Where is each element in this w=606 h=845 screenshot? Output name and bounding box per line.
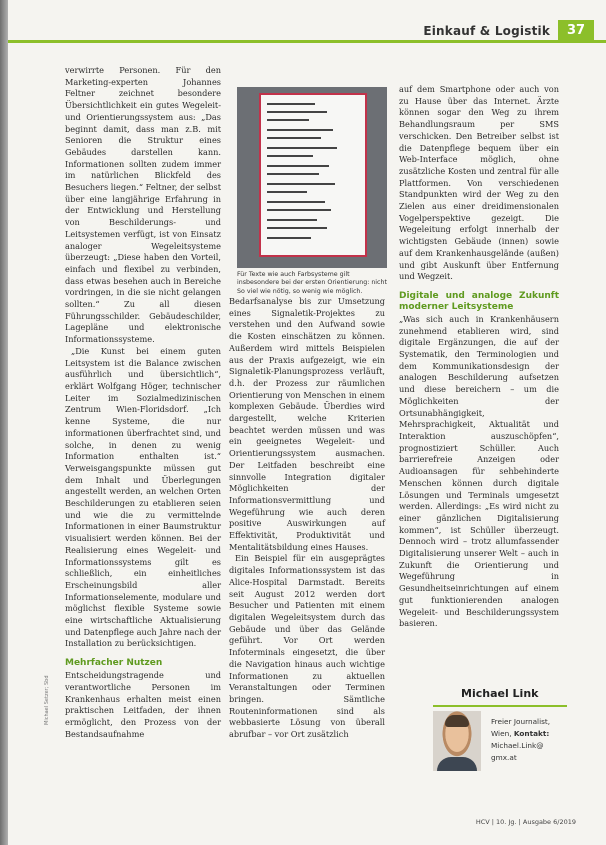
author-name: Michael Link bbox=[461, 687, 539, 700]
page-number: 37 bbox=[558, 20, 594, 42]
author-bio-line: Wien, bbox=[491, 729, 514, 738]
contact-label: Kontakt: bbox=[513, 729, 550, 738]
author-email[interactable]: Michael.Link@ bbox=[491, 741, 544, 750]
photo-credit: Michael Setzer; Sbd bbox=[44, 675, 50, 725]
article-column-3 bbox=[399, 84, 559, 630]
author-bio-line: Freier Journalist, bbox=[491, 717, 551, 726]
paragraph: Entscheidungstragende und verantwortliche Personen im Krankenhaus erhalten meist einen praktischen Leitfaden, der ihnen ermöglicht, den Prozess von der Bestandsaufnahme bbox=[65, 670, 221, 739]
section-title: Einkauf & Logistik bbox=[423, 24, 550, 38]
author-rule bbox=[433, 705, 567, 707]
page-footer: HCV | 10. Jg. | Ausgabe 6/2019 bbox=[475, 818, 576, 826]
paragraph: „Was sich auch in Krankenhäusern zunehmend etablieren wird, sind digitale Ergänzungen, die auf der Systematik, den Terminologien und dem Kommunikationsdesign der analogen Beschilderung aufsetzen und diese bereichern – um die Möglichkeiten der Ortsunabhängigkeit, Mehrsprachigkeit, Aktualität und Interaktion auszuschöpfen“, prognostiziert Schüller. Auch barrierefreie Anzeigen oder Audioansagen für sehbehinderte Menschen können durch digitale Lösungen und Terminals umgesetzt werden. Allerdings: „Es wird nicht zu einer gänzlichen Digitalisierung kommen“, ist Schüller überzeugt. Dennoch wird – trotz allumfassender Digitalisierung unserer Welt – auch in Zukunft die Orientierung und Wegeführung in Gesundheitseinrichtungen auf einem gut funktionierenden analogen Wegeleit- und Beschilderungssystem basieren. bbox=[399, 313, 559, 629]
subheading: Mehrfacher Nutzen bbox=[65, 658, 163, 669]
paragraph: auf dem Smartphone oder auch von zu Hause über das Internet. Ärzte können sogar den Weg zu ihrem Behandlungsraum per SMS verschicken. Den Betreiber selbst ist die Datenpflege bequem über ein Web-Interface möglich, ohne zusätzliche Kosten und zentral für alle Plattformen. Von verschiedenen Standpunkten wird der Weg zu den Zielen aus einer dreidimensionalen Vogelperspektive gezeigt. Die Wegeleitung erfolgt innerhalb der wichtigsten Gebäude (innen) sowie auf dem Krankenhausgelände (außen) und gibt Auskunft über Entfernung und Wegzeit. bbox=[399, 84, 559, 282]
article-column-1 bbox=[65, 65, 221, 740]
paragraph: „Die Kunst bei einem guten Leitsystem ist die Balance zwischen ausführlich und übersichtlich“, erklärt Wolfgang Höger, technischer Leiter im Sozialmedizinischen Zentrum Wien-Floridsdorf. „Ich kenne Systeme, die nur informationen überfrachtet sind, und solche, in denen zu wenig Information enthalten ist.“ Verweisgangspunkte müssen gut dem Inhalt und Überlegungen angestellt werden, an welchen Orten Beschilderungen zu etablieren seien und wie die zu vermittelnde Informationen in einer Baumstruktur visualisiert werden können. Bei der Realisierung eines Wegeleit- und Informationssystems gilt es schließlich, ein einheitliches Erscheinungsbild aller Informationselemente, modulare und möglichst flexible Systeme sowie eine wirtschaftliche Aktualisierung und Datenpflege auch Jahre nach der Installation zu berücksichtigen. bbox=[65, 345, 221, 649]
paragraph: verwirrte Personen. Für den Marketing-experten Johannes Feltner zeichnet besondere Übersichtlichkeit ein gutes Wegeleit- und Orientierungssystem aus: „Das beginnt damit, dass man z.B. mit Senioren die Struktur eines Gebäudes darstellen kann. Informationen sollten zudem immer im natürlichen Blickfeld des Besuchers liegen.“ Feltner, der selbst über eine langjährige Erfahrung in der Entwicklung und Herstellung von Beschilderungs- und Leitsystemen verfügt, ist von Einsatz analoger Wegeleitsysteme überzeugt: „Diese haben den Vorteil, einfach und flexibel zu verbinden, dass etwas besehen auch in Bereiche vordringen, in die sie nicht gelangen sollten.“ Zu all diesen Führungsschilder. Gebäudeschilder, Lagepläne und elektronische Informationssysteme. bbox=[65, 65, 221, 345]
article-column-2 bbox=[229, 296, 385, 741]
subheading: Digitale und analoge Zukunft moderner Leitsysteme bbox=[399, 290, 559, 312]
magazine-page bbox=[8, 0, 606, 845]
signage-photo bbox=[237, 87, 387, 268]
paragraph: Bedarfsanalyse bis zur Umsetzung eines Signaletik-Projektes zu verstehen und den Aufwand sowie die Kosten einschätzen zu können. Außerdem wird mittels Beispielen aus der Praxis aufgezeigt, wie ein Signaletik-Planungsprozess verläuft, d.h. der Prozess zur räumlichen Orientierung von Menschen in einem komplexen Gebäude. Überdies wird dargestellt, welche Kriterien beachtet werden müssen und was ein geeignetes Wegeleit- und Orientierungssystem ausmachen. Der Leitfaden beschreibt eine sinnvolle Integration digitaler Möglichkeiten der Informationsvermittlung und Wegeführung wie auch deren positive Auswirkungen auf Effektivität, Produktivität und Mentalitätsbildung eines Hauses. bbox=[229, 296, 385, 552]
wayfinding-sign bbox=[259, 93, 367, 257]
paragraph: Ein Beispiel für ein ausgeprägtes digitales Informationssystem ist das Alice-Hospital Darmstadt. Bereits seit August 2012 werden dort Besucher und Patienten mit einem digitalen Wegeleitsystem durch das Gebäude und über das Gelände geführt. Vor Ort werden Infoterminals eingesetzt, die über die Navigation hinaus auch wichtige Informationen zu aktuellen Veranstaltungen oder Terminen bringen. Sämtliche Routeninformationen sind als webbasierte Lösung von überall abrufbar – vor Ort zusätzlich bbox=[229, 553, 385, 740]
author-portrait bbox=[433, 711, 481, 771]
figure-caption: Für Texte wie auch Farbsysteme gilt insbesondere bei der ersten Orientierung: nicht So viel wie nötig, so wenig wie möglich. bbox=[237, 271, 387, 295]
author-email-domain[interactable]: gmx.at bbox=[491, 753, 517, 762]
author-bio bbox=[491, 716, 571, 764]
